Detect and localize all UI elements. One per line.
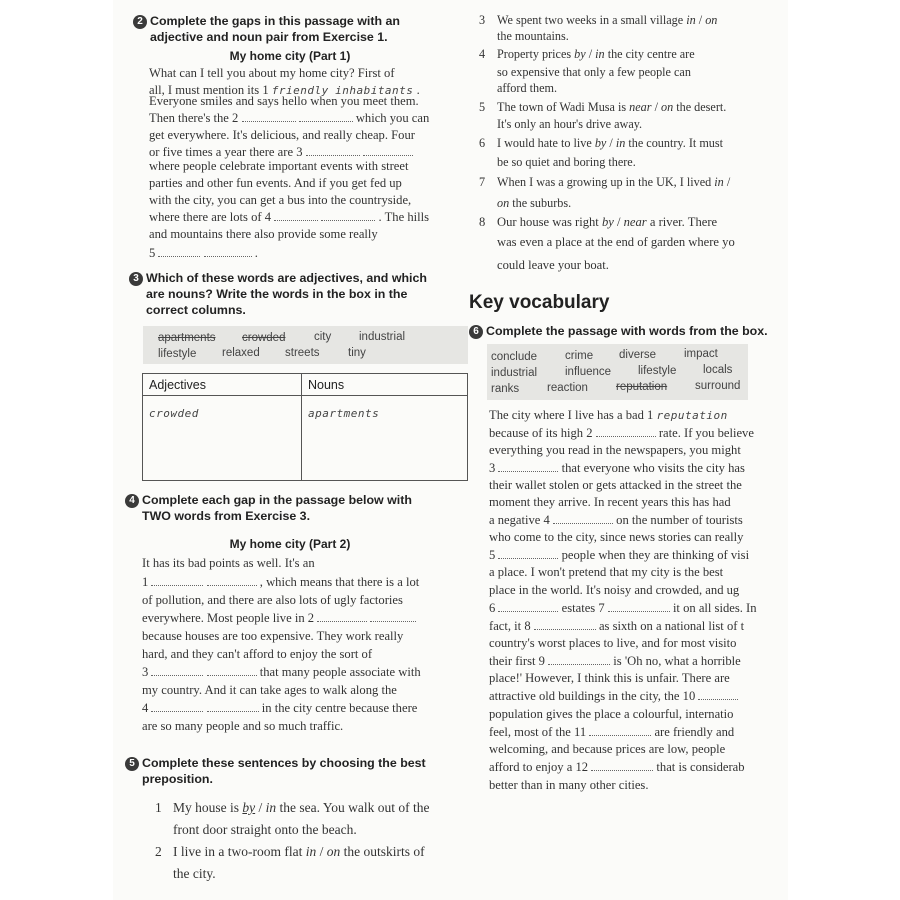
word-box-item: conclude xyxy=(491,351,538,363)
exercise-3-word-box xyxy=(143,326,468,364)
option[interactable]: near xyxy=(629,100,652,114)
option[interactable]: by xyxy=(601,215,614,229)
word-box-item: crime xyxy=(565,350,594,362)
option[interactable]: on xyxy=(326,844,341,859)
exercise-4-instruction: 4 Complete each gap in the passage below with TWO words from Exercise 3. xyxy=(125,492,412,524)
word-box-item: streets xyxy=(285,347,320,359)
word-box-item: apartments xyxy=(158,332,216,344)
exercise-6-instruction: 6 Complete the passage with words from the box. xyxy=(469,323,768,339)
sentence-8: 8 Our house was right by / near a river. There xyxy=(479,215,718,229)
word-box-item: tiny xyxy=(348,347,366,359)
sentence-1: 1 My house is by / in the sea. You walk out of the xyxy=(155,800,430,815)
exercise-2-title: My home city (Part 1) xyxy=(229,49,351,63)
answer-blank[interactable] xyxy=(299,111,353,122)
option[interactable]: by xyxy=(574,47,586,61)
column-header-nouns: Nouns xyxy=(302,374,468,396)
option[interactable]: in xyxy=(615,136,626,150)
option[interactable]: near xyxy=(623,215,647,229)
nouns-cell[interactable] xyxy=(302,396,468,481)
answer-blank[interactable] xyxy=(321,210,375,221)
answer-blank[interactable] xyxy=(548,654,610,665)
sentence-7: 7 When I was a growing up in the UK, I lived in / xyxy=(479,175,731,189)
handwritten-answer: reputation xyxy=(656,409,728,422)
answer-blank[interactable] xyxy=(363,145,413,156)
answer-blank[interactable] xyxy=(151,665,203,676)
word-box-item: crowded xyxy=(242,332,286,344)
handwritten-answer: friendly xyxy=(271,84,329,97)
sentence-5: 5 The town of Wadi Musa is near / on the desert. xyxy=(479,100,727,114)
answer-blank[interactable] xyxy=(534,619,596,630)
exercise-6-word-box xyxy=(487,344,748,400)
word-box-item: locals xyxy=(703,364,733,376)
handwritten-answer: apartments xyxy=(308,407,380,420)
sentence-6: 6 I would hate to live by / in the country. It must xyxy=(479,136,724,150)
answer-blank[interactable] xyxy=(151,701,203,712)
word-box-item: industrial xyxy=(491,367,538,379)
word-box-item: impact xyxy=(684,348,718,360)
word-box-item: reaction xyxy=(547,382,588,394)
answer-blank[interactable] xyxy=(589,725,651,736)
option[interactable]: in xyxy=(686,13,696,27)
option[interactable]: on xyxy=(705,13,718,27)
exercise-2-instruction: 2 Complete the gaps in this passage with an adjective and noun pair from Exercise 1. xyxy=(133,13,400,45)
word-box-item: lifestyle xyxy=(158,348,197,360)
word-box-item: reputation xyxy=(616,381,668,393)
option[interactable]: in xyxy=(595,47,605,61)
answer-blank[interactable] xyxy=(151,575,203,586)
answer-blank[interactable] xyxy=(370,611,416,622)
exercise-number-badge: 4 xyxy=(125,494,139,508)
option[interactable]: in xyxy=(714,175,724,189)
answer-blank[interactable] xyxy=(274,210,318,221)
answer-blank[interactable] xyxy=(498,548,558,559)
sentence-4: 4 Property prices by / in the city centre are xyxy=(479,47,695,61)
word-box-item: relaxed xyxy=(222,347,260,359)
exercise-number-badge: 5 xyxy=(125,757,139,771)
workbook-page: 2 Complete the gaps in this passage with an adjective and noun pair from Exercise 1. My home city (Part 1) What can I tell you about my home city? First of all, I must mention its 1 friendly inhabitants . Everyone smiles and says hello when you meet them. Then there's the 2 which you can get everywhere. It's delicious, and really cheap. Four or five times a year there are 3 where people celebrate important events with street parties and other fun events. And if you get fed up with the city, you can get a bus into the countryside, where there are lots of 4 . The hills and mountains there also provide some really 5 . 3 Which of these words are adjectives, and which are nouns? Write the words in the box in the correct columns. apartments crowded city industrial lifestyle relaxed streets tiny Adjectives Nouns crowded apartments 4 Complete each gap in the passage below with TWO words from Exercise 3. My home city (Part 2) It has its bad points as well. It's an 1 , which means that there is a lot of pollution, and there are also lots of ugly factories everywhere. Most people live in 2 because houses are too expensive. They work really hard, and they can't afford to enjoy the sort of 3 that many people associate with my country. And it can take ages to walk along the 4 in the city centre because there are so many people and so much traffic. 5 Complete these sentences by choosing the best preposition. 1 My house is by / in the sea. You walk out of the front door straight onto the beach. 2 I live in a two-room flat in / on the outskirts of the city. 3 We spent two weeks in a small village in / on the mountains. 4 Property prices by / in the city centre are so expensive that only a few people can afford them. 5 The town of Wadi Musa is near / on the desert. It's only an hour's drive away. 6 I would hate to live by / in the country. It must be so quiet and boring there. 7 When I was a growing up in the UK, I lived in / on the suburbs. 8 Our house was right by / near a river. There was even a place at the end of garden where yo could leave your boat. Key vocabulary 6 Complete the passage with words from the box. conclude crime diverse impact industrial influence lifestyle locals ranks reaction reputation surround The city where I live has a bad 1 reputation because of its high 2 rate. If you believe everything you read in the newspapers, you might 3 that everyone who visits the city has their wallet stolen or gets attacked in the street the moment they arrive. In recent years this has had a negative 4 on the number of tourists who come to the city, since news stories can really 5 people when they are thinking of visi a place. I won't pretend that my city is the best place in the world. It's noisy and crowded, and ug 6 estates 7 it on all sides. In fact, it 8 as sixth on a national list of t country's worst places to live, and for most visito their first 9 is 'Oh no, what a horrible place!' However, I think this is unfair. There are attractive old buildings in the city, the 10 population gives the place a colourful, internatio feel, most of the 11 are friendly and welcoming, and because prices are low, people afford to enjoy a 12 that is considerab better than in many other cities. xyxy=(113,0,788,900)
answer-blank[interactable] xyxy=(306,145,360,156)
page-margin xyxy=(788,0,900,900)
exercise-number-badge: 3 xyxy=(129,272,143,286)
word-box-item: diverse xyxy=(619,349,657,361)
column-header-adjectives: Adjectives xyxy=(143,374,302,396)
handwritten-answer: crowded xyxy=(149,407,199,420)
word-box-item: ranks xyxy=(491,383,520,395)
exercise-number-badge: 6 xyxy=(469,325,483,339)
answer-blank[interactable] xyxy=(158,246,200,257)
adjectives-cell[interactable] xyxy=(143,396,302,481)
answer-blank[interactable] xyxy=(242,111,296,122)
answer-blank[interactable] xyxy=(498,461,558,472)
exercise-number-badge: 2 xyxy=(133,15,147,29)
answer-blank[interactable] xyxy=(207,575,257,586)
option[interactable]: on xyxy=(661,100,674,114)
answer-blank[interactable] xyxy=(698,689,738,700)
sentence-3: 3 We spent two weeks in a small village in / on xyxy=(479,13,718,27)
exercise-4-title: My home city (Part 2) xyxy=(229,537,351,551)
word-box-item: industrial xyxy=(359,331,406,343)
option[interactable]: in xyxy=(305,844,317,859)
answer-blank[interactable] xyxy=(204,246,252,257)
answer-blank[interactable] xyxy=(596,426,656,437)
exercise-3-instruction: 3 Which of these words are adjectives, and which are nouns? Write the words in the box in the correct columns. xyxy=(129,270,427,318)
answer-blank[interactable] xyxy=(207,701,259,712)
option[interactable]: on xyxy=(497,196,510,210)
handwritten-answer: inhabitants xyxy=(335,84,414,97)
option[interactable]: by xyxy=(594,136,607,150)
word-box-item: lifestyle xyxy=(638,365,677,377)
sentence-2: 2 I live in a two-room flat in / on the outskirts of xyxy=(155,844,425,859)
adjectives-nouns-table xyxy=(142,373,468,481)
option[interactable]: in xyxy=(265,800,277,815)
answer-blank[interactable] xyxy=(591,760,653,771)
exercise-5-instruction: 5 Complete these sentences by choosing the best preposition. xyxy=(125,755,426,787)
word-box-item: city xyxy=(314,331,332,343)
answer-blank[interactable] xyxy=(498,601,558,612)
key-vocabulary-heading: Key vocabulary xyxy=(469,292,610,313)
word-box-item: influence xyxy=(565,366,612,378)
answer-blank[interactable] xyxy=(317,611,367,622)
answer-blank[interactable] xyxy=(608,601,670,612)
chosen-option[interactable]: by xyxy=(242,800,256,815)
answer-blank[interactable] xyxy=(553,513,613,524)
answer-blank[interactable] xyxy=(207,665,257,676)
word-box-item: surround xyxy=(695,380,741,392)
